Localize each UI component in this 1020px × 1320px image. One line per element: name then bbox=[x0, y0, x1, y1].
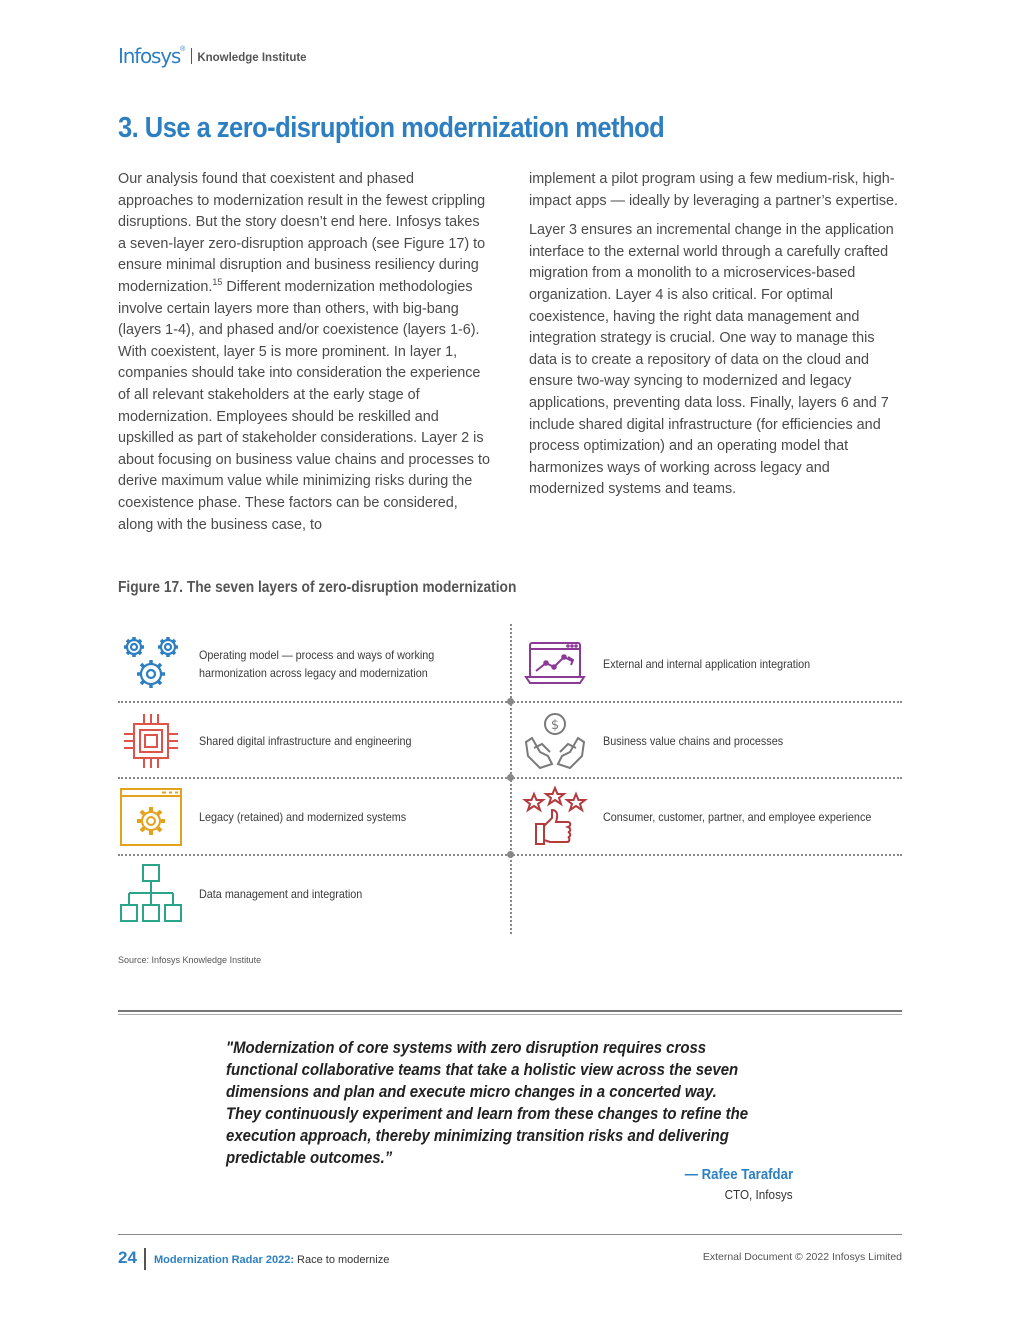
body-column-right bbox=[529, 169, 901, 509]
quote-rule bbox=[118, 1010, 902, 1012]
chip-icon bbox=[118, 708, 184, 774]
hands-dollar-icon bbox=[522, 708, 588, 774]
layer-data-management bbox=[118, 856, 380, 932]
logo-divider bbox=[191, 48, 192, 64]
divider-dot bbox=[507, 698, 514, 705]
quote-author: — Rafee Tarafdar bbox=[684, 1166, 793, 1183]
layer-application-integration bbox=[522, 626, 833, 702]
layer-experience bbox=[522, 779, 901, 855]
quote-rule-thin bbox=[118, 1014, 902, 1015]
logo-subtitle: Knowledge Institute bbox=[197, 52, 307, 64]
right-paragraph-1: implement a pilot program using a few medium-risk, high-impact apps — ideally by leveraging a partner’s expertise. bbox=[529, 171, 899, 209]
pull-quote: "Modernization of core systems with zero disruption requires cross functional collaborative teams that take a holistic view across the seven dimensions and plan and execute micro changes in a concerted way. They continuously experiment and learn from these changes to refine the execution approach, thereby minimizing transition risks and delivering predictable outcomes.” bbox=[226, 1038, 749, 1167]
layer-label: Shared digital infrastructure and engineering bbox=[199, 734, 412, 748]
laptop-chart-icon bbox=[522, 631, 588, 697]
layers-figure bbox=[118, 624, 902, 934]
left-paragraph-text: Our analysis found that coexistent and phased approaches to modernization result in the fewest crippling disruptions. But the story doesn’t end here. Infosys takes a seven-layer zero-disruption approach (see Figure 17) to ensure minimal disruption and business resiliency during modernization. bbox=[118, 171, 486, 295]
window-gear-icon bbox=[118, 784, 184, 850]
left-paragraph-cont: Different modernization methodologies involve certain layers more than others, with big-bang (layers 1-4), and phased and/or coexistence (layers 1-6). With coexistent, layer 5 is more prominent. In layer 1, companies should take into consideration the experience of all relevant stakeholders at the early stage of modernization. Employees should be reskilled and upskilled as part of stakeholder considerations. Layer 2 is about focusing on business value chains and processes to derive maximum value while minimizing risks during the coexistence phase. These factors can be considered, along with the business case, to bbox=[118, 278, 490, 533]
right-paragraph-2: Layer 3 ensures an incremental change in the application interface to the external world through a carefully crafted migration from a monolith to a microservices-based organization. Layer 4 is also critical. For optimal coexistence, having the right data management and integration strategy is crucial. One way to manage this data is to create a repository of data on the cloud and ensure two-way syncing to modernized and legacy applications, preventing data loss. Finally, layers 6 and 7 include shared digital infrastructure (for efficiencies and process optimization) and an operating model that harmonizes ways of working across legacy and modernized systems and teams. bbox=[529, 222, 894, 498]
logo-registered-mark: ® bbox=[180, 46, 186, 53]
infosys-logo bbox=[118, 44, 307, 68]
layer-shared-infrastructure bbox=[118, 703, 435, 779]
layer-operating-model bbox=[118, 626, 469, 702]
divider-dot bbox=[507, 774, 514, 781]
footer-subtitle: Race to modernize bbox=[293, 1254, 390, 1266]
page-number-divider bbox=[144, 1248, 146, 1270]
layer-label: External and internal application integration bbox=[603, 657, 811, 671]
layer-legacy-systems bbox=[118, 779, 429, 855]
footer-title bbox=[154, 1254, 389, 1266]
layer-label: Legacy (retained) and modernized systems bbox=[199, 810, 407, 824]
footer-copyright: External Document © 2022 Infosys Limited bbox=[702, 1251, 902, 1263]
divider-dot bbox=[507, 851, 514, 858]
footer-publication: Modernization Radar 2022: bbox=[154, 1254, 294, 1266]
layer-label: Business value chains and processes bbox=[603, 734, 784, 748]
logo-brand: Infosys bbox=[118, 44, 181, 68]
gears-icon bbox=[118, 631, 184, 697]
figure-caption: Figure 17. The seven layers of zero-disruption modernization bbox=[118, 579, 517, 596]
footer-rule bbox=[118, 1234, 902, 1235]
layer-label: Operating model — process and ways of working harmonization across legacy and modernization bbox=[199, 648, 435, 680]
figure-source: Source: Infosys Knowledge Institute bbox=[118, 955, 262, 965]
section-title: 3. Use a zero-disruption modernization method bbox=[118, 112, 665, 144]
body-column-left bbox=[118, 169, 490, 544]
svg-text:$: $ bbox=[550, 718, 560, 733]
quote-author-role: CTO, Infosys bbox=[724, 1187, 793, 1202]
page-number: 24 bbox=[118, 1248, 137, 1267]
org-chart-icon bbox=[118, 861, 184, 927]
stars-thumbs-up-icon bbox=[522, 784, 588, 850]
layer-label: Data management and integration bbox=[199, 887, 363, 901]
footnote-ref: 15 bbox=[212, 277, 223, 288]
left-paragraph bbox=[118, 169, 490, 536]
layer-business-value bbox=[522, 703, 803, 779]
layer-label: Consumer, customer, partner, and employee experience bbox=[603, 810, 872, 824]
